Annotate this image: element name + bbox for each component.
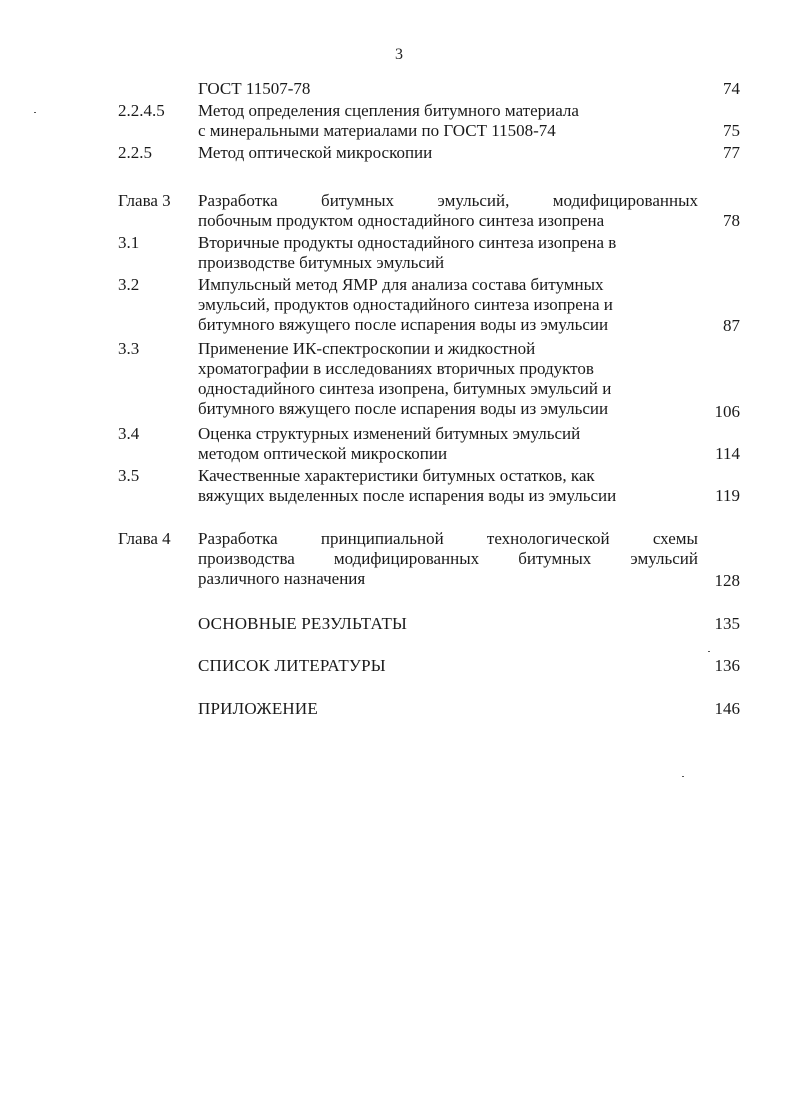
- toc-entry-number: 3.1: [118, 233, 140, 252]
- title-word: Разработка: [198, 529, 278, 548]
- toc-entry-title: Метод оптической микроскопии: [198, 143, 433, 162]
- toc-entry-title: хроматографии в исследованиях вторичных продуктов: [198, 359, 594, 378]
- title-word: битумных: [518, 549, 592, 568]
- title-word: модифицированных: [552, 191, 698, 210]
- title-word: модифицированных: [333, 549, 480, 568]
- toc-entry-title: [198, 191, 698, 211]
- toc-entry-number: 2.2.5: [118, 143, 152, 162]
- toc-entry-number: Глава 3: [118, 191, 171, 210]
- scan-speck: [682, 776, 684, 777]
- toc-entry-title: [198, 529, 698, 549]
- toc-entry-number: 3.4: [118, 424, 140, 443]
- toc-entry-page: 106: [714, 402, 740, 421]
- toc-entry-title: битумного вяжущего после испарения воды из эмульсии: [198, 399, 609, 418]
- toc-entry-page: 136: [714, 656, 740, 675]
- toc-entry-page: 74: [723, 79, 740, 98]
- toc-entry-title: одностадийного синтеза изопрена, битумных эмульсий и: [198, 379, 612, 398]
- toc-entry-number: 2.2.4.5: [118, 101, 165, 120]
- toc-entry-title: методом оптической микроскопии: [198, 444, 448, 463]
- toc-entry-title: Метод определения сцепления битумного материала: [198, 101, 579, 120]
- title-word: производства: [198, 549, 295, 568]
- toc-entry-page: 135: [714, 614, 740, 633]
- toc-entry-number: 3.3: [118, 339, 140, 358]
- toc-entry-page: 77: [723, 143, 740, 162]
- title-word: эмульсий: [630, 549, 698, 568]
- toc-entry-title: [198, 549, 698, 569]
- toc-entry-page: 87: [723, 316, 740, 335]
- toc-entry-title: различного назначения: [198, 569, 366, 588]
- toc-entry-page: 114: [715, 444, 740, 463]
- toc-entry-title: Импульсный метод ЯМР для анализа состава битумных: [198, 275, 604, 294]
- scan-speck: [708, 651, 710, 652]
- toc-entry-page: 119: [715, 486, 740, 505]
- title-word: битумных: [321, 191, 395, 210]
- title-word: принципиальной: [320, 529, 444, 548]
- toc-entry-page: 146: [714, 699, 740, 718]
- title-word: Разработка: [198, 191, 278, 210]
- toc-entry-title: побочным продуктом одностадийного синтеза изопрена: [198, 211, 605, 230]
- toc-entry-title: битумного вяжущего после испарения воды из эмульсии: [198, 315, 609, 334]
- toc-entry-title: СПИСОК ЛИТЕРАТУРЫ: [198, 656, 386, 675]
- toc-entry-title: ОСНОВНЫЕ РЕЗУЛЬТАТЫ: [198, 614, 408, 633]
- toc-entry-page: 128: [714, 571, 740, 590]
- toc-entry-page: 75: [723, 121, 740, 140]
- toc-entry-number: 3.5: [118, 466, 140, 485]
- toc-entry-title: вяжущих выделенных после испарения воды из эмульсии: [198, 486, 617, 505]
- title-word: эмульсий,: [437, 191, 510, 210]
- toc-entry-number: Глава 4: [118, 529, 171, 548]
- toc-entry-page: 78: [723, 211, 740, 230]
- toc-entry-title: ПРИЛОЖЕНИЕ: [198, 699, 318, 718]
- toc-entry-title: с минеральными материалами по ГОСТ 11508-74: [198, 121, 556, 140]
- toc-entry-title: Вторичные продукты одностадийного синтеза изопрена в: [198, 233, 617, 252]
- toc-entry-title: Применение ИК-спектроскопии и жидкостной: [198, 339, 536, 358]
- toc-entry-title: ГОСТ 11507-78: [198, 79, 311, 98]
- toc-entry-number: 3.2: [118, 275, 140, 294]
- title-word: схемы: [652, 529, 698, 548]
- scan-speck: [34, 112, 36, 113]
- toc-entry-title: эмульсий, продуктов одностадийного синтеза изопрена и: [198, 295, 613, 314]
- title-word: технологической: [486, 529, 610, 548]
- page-number: 3: [395, 46, 403, 63]
- toc-entry-title: Качественные характеристики битумных остатков, как: [198, 466, 595, 485]
- toc-entry-title: производстве битумных эмульсий: [198, 253, 445, 272]
- toc-entry-title: Оценка структурных изменений битумных эмульсий: [198, 424, 581, 443]
